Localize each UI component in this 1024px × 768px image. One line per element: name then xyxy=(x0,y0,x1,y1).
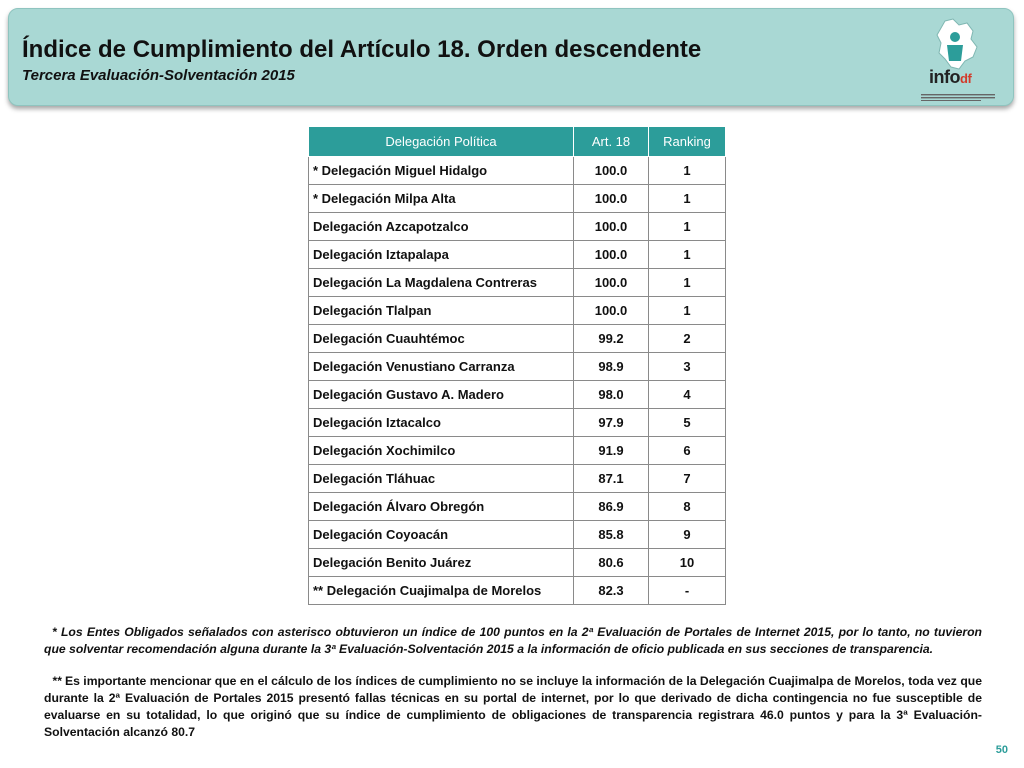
row-ranking: 6 xyxy=(649,437,726,465)
row-delegacion: Delegación Iztapalapa xyxy=(309,241,574,269)
table-row xyxy=(309,465,726,493)
table-header-row xyxy=(309,127,726,157)
infodf-logo xyxy=(915,17,999,103)
row-ranking: 1 xyxy=(649,185,726,213)
row-ranking: 4 xyxy=(649,381,726,409)
row-delegacion: Delegación Álvaro Obregón xyxy=(309,493,574,521)
row-delegacion: Delegación Xochimilco xyxy=(309,437,574,465)
row-art18-value: 82.3 xyxy=(574,577,649,605)
row-art18-value: 100.0 xyxy=(574,297,649,325)
page-subtitle: Tercera Evaluación-Solventación 2015 xyxy=(22,67,295,84)
table-row xyxy=(309,269,726,297)
row-delegacion: Delegación Iztacalco xyxy=(309,409,574,437)
row-delegacion: Delegación Benito Juárez xyxy=(309,549,574,577)
row-art18-value: 100.0 xyxy=(574,213,649,241)
row-delegacion: Delegación Coyoacán xyxy=(309,521,574,549)
row-ranking: - xyxy=(649,577,726,605)
row-delegacion: Delegación Cuauhtémoc xyxy=(309,325,574,353)
row-ranking: 7 xyxy=(649,465,726,493)
row-delegacion: Delegación Tláhuac xyxy=(309,465,574,493)
row-art18-value: 100.0 xyxy=(574,185,649,213)
footnote-marker: ** xyxy=(52,674,62,688)
page-title: Índice de Cumplimiento del Artículo 18. Orden descendente xyxy=(22,36,702,63)
footnote-double-asterisk xyxy=(44,673,982,741)
footnote-text: Es importante mencionar que en el cálculo de los índices de cumplimiento no se incluye la información de la Delegación Cuajimalpa de Morelos, toda vez que durante la 2ª Evaluación de Portales 2015 presentó fallas técnicas en su portal de internet, por lo que derivado de dicha contingencia no fue susceptible de evaluarse en su totalidad, lo que originó que su índice de cumplimiento de obligaciones de transparencia registrara 46.0 puntos y para la 3ª Evaluación-Solventación alcanzó 80.7 xyxy=(44,674,982,739)
row-delegacion: Delegación La Magdalena Contreras xyxy=(309,269,574,297)
table-row xyxy=(309,185,726,213)
table-row xyxy=(309,437,726,465)
row-art18-value: 91.9 xyxy=(574,437,649,465)
row-art18-value: 100.0 xyxy=(574,241,649,269)
footnote-marker: * xyxy=(52,625,57,639)
table-row xyxy=(309,493,726,521)
row-art18-value: 80.6 xyxy=(574,549,649,577)
row-ranking: 8 xyxy=(649,493,726,521)
row-delegacion: * Delegación Miguel Hidalgo xyxy=(309,157,574,185)
table-row xyxy=(309,521,726,549)
table-row xyxy=(309,409,726,437)
row-art18-value: 98.9 xyxy=(574,353,649,381)
column-header-art18: Art. 18 xyxy=(574,127,649,157)
row-delegacion: ** Delegación Cuajimalpa de Morelos xyxy=(309,577,574,605)
row-art18-value: 100.0 xyxy=(574,269,649,297)
logo-wordmark: infodf xyxy=(929,67,972,87)
row-art18-value: 100.0 xyxy=(574,157,649,185)
row-delegacion: Delegación Tlalpan xyxy=(309,297,574,325)
row-delegacion: Delegación Venustiano Carranza xyxy=(309,353,574,381)
page-number: 50 xyxy=(995,744,1008,756)
table-row xyxy=(309,241,726,269)
footnote-text: Los Entes Obligados señalados con asterisco obtuvieron un índice de 100 puntos en la 2ª Evaluación de Portales de Internet 2015, por lo tanto, no tuvieron que solventar recomendación alguna durante la 3ª Evaluación-Solventación 2015 a la información de oficio publicada en sus secciones de transparencia. xyxy=(44,625,983,656)
footnote-single-asterisk xyxy=(44,624,982,658)
column-header-delegacion: Delegación Política xyxy=(309,127,574,157)
table-row xyxy=(309,157,726,185)
table-row xyxy=(309,381,726,409)
row-ranking: 1 xyxy=(649,213,726,241)
row-ranking: 9 xyxy=(649,521,726,549)
table-row xyxy=(309,325,726,353)
row-art18-value: 97.9 xyxy=(574,409,649,437)
row-delegacion: Delegación Gustavo A. Madero xyxy=(309,381,574,409)
row-ranking: 1 xyxy=(649,241,726,269)
ranking-table xyxy=(308,126,726,605)
logo-caption-lines xyxy=(917,93,999,101)
table-row xyxy=(309,297,726,325)
row-ranking: 1 xyxy=(649,269,726,297)
row-ranking: 5 xyxy=(649,409,726,437)
row-art18-value: 87.1 xyxy=(574,465,649,493)
row-delegacion: * Delegación Milpa Alta xyxy=(309,185,574,213)
row-art18-value: 86.9 xyxy=(574,493,649,521)
row-ranking: 1 xyxy=(649,157,726,185)
row-ranking: 2 xyxy=(649,325,726,353)
row-delegacion: Delegación Azcapotzalco xyxy=(309,213,574,241)
header-banner xyxy=(8,8,1014,106)
column-header-ranking: Ranking xyxy=(649,127,726,157)
table-row xyxy=(309,577,726,605)
table-row xyxy=(309,353,726,381)
row-ranking: 1 xyxy=(649,297,726,325)
row-art18-value: 85.8 xyxy=(574,521,649,549)
row-ranking: 10 xyxy=(649,549,726,577)
row-ranking: 3 xyxy=(649,353,726,381)
table-row xyxy=(309,213,726,241)
table-row xyxy=(309,549,726,577)
row-art18-value: 98.0 xyxy=(574,381,649,409)
row-art18-value: 99.2 xyxy=(574,325,649,353)
